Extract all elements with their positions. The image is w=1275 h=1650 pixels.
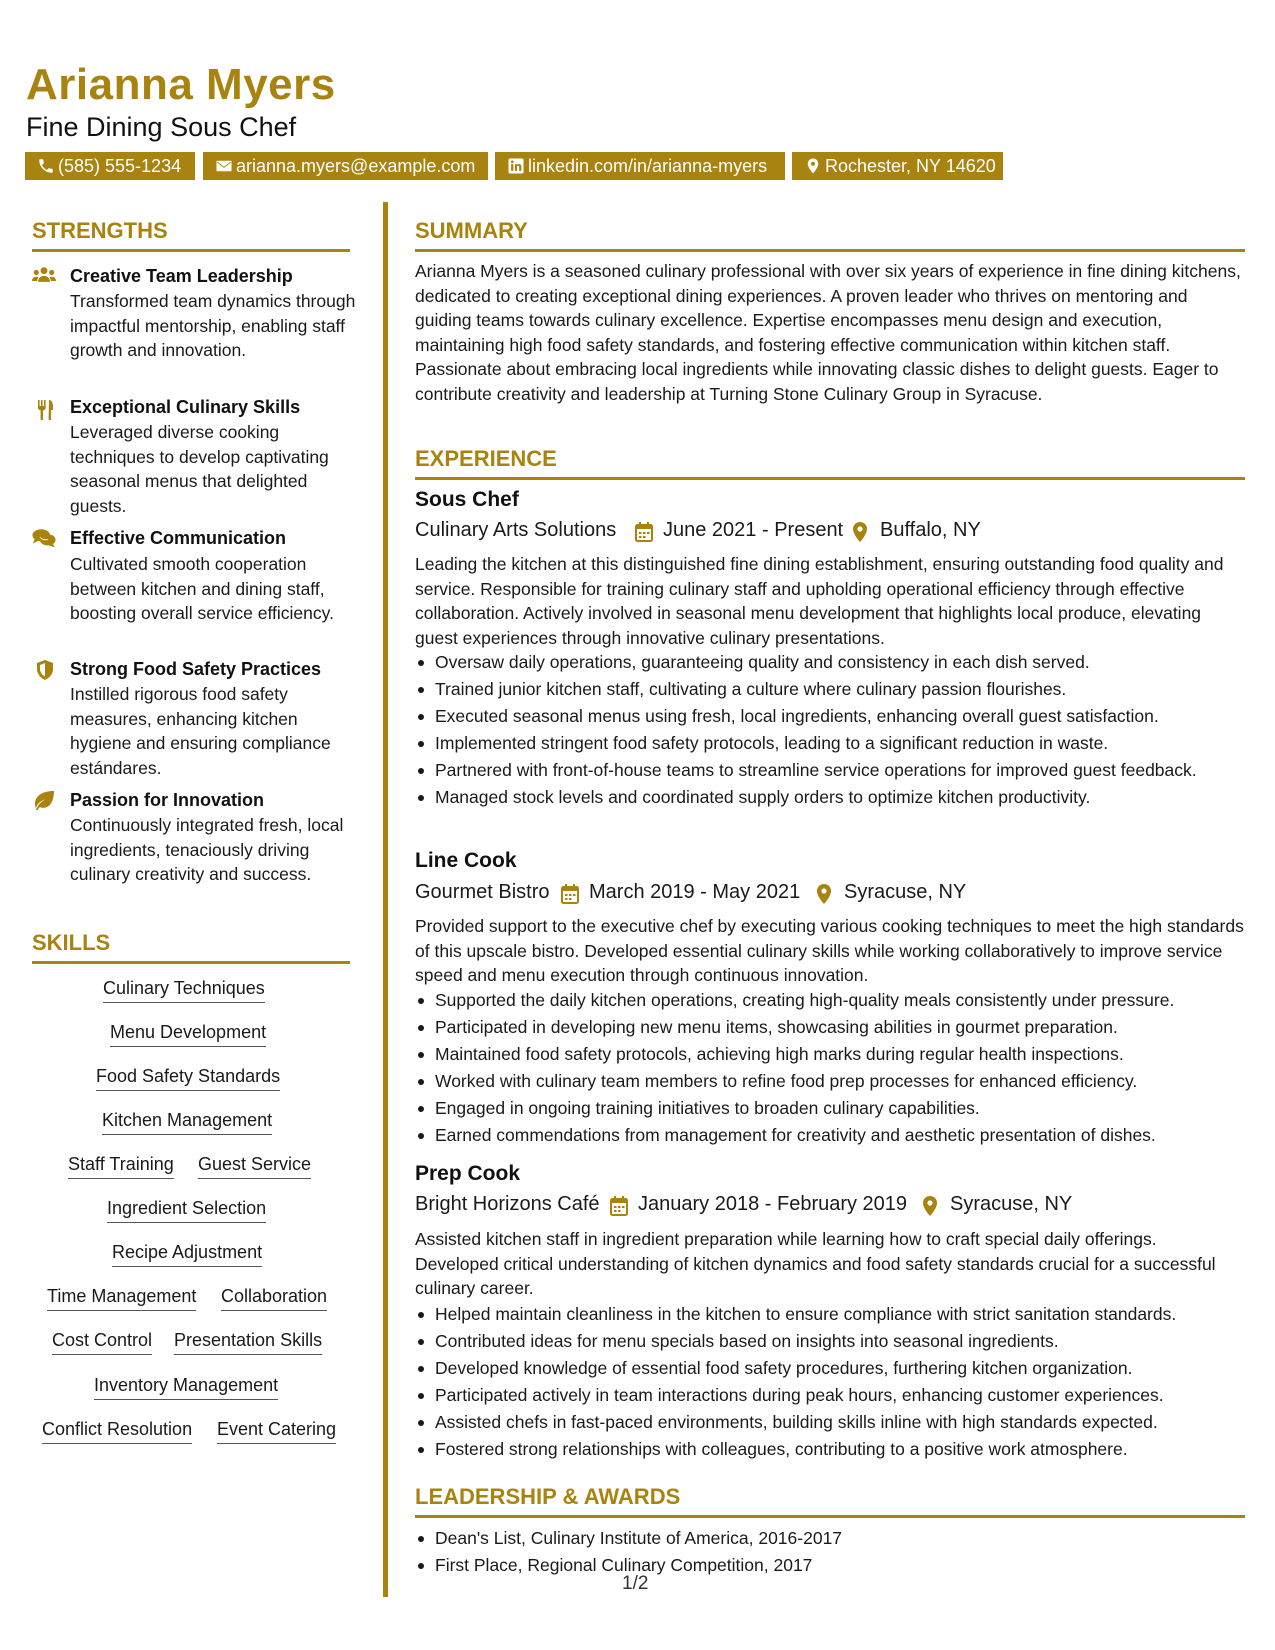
shield-icon (33, 660, 57, 680)
comments-icon (32, 528, 56, 548)
bullet-item: Helped maintain cleanliness in the kitchen to ensure compliance with strict sanitation standards. (415, 1302, 1245, 1327)
users-icon (32, 265, 56, 285)
job-meta (415, 881, 1245, 907)
bullet-item: Partnered with front-of-house teams to streamline service operations for improved guest feedback. (415, 758, 1245, 783)
map-pin-icon (920, 1195, 940, 1217)
skill-tag: Guest Service (198, 1154, 311, 1179)
contact-location-text: Rochester, NY 14620 (825, 156, 996, 176)
contact-email-text: arianna.myers@example.com (236, 156, 476, 176)
candidate-name: Arianna Myers (26, 60, 336, 109)
strength-desc: Instilled rigorous food safety measures, enhancing kitchen hygiene and ensuring compliance estándares. (70, 684, 331, 778)
map-pin-icon (804, 157, 822, 175)
bullet-item: Oversaw daily operations, guaranteeing quality and consistency in each dish served. (415, 650, 1245, 675)
envelope-icon (215, 157, 233, 175)
job-location: Buffalo, NY (880, 519, 981, 541)
job-description: Assisted kitchen staff in ingredient preparation while learning how to craft special daily offerings. Developed critical understanding of kitchen dynamics and food safety standards crucial for a successful culinary career. (415, 1229, 1216, 1298)
skill-tag: Collaboration (221, 1286, 327, 1311)
bullet-item: Developed knowledge of essential food safety procedures, furthering kitchen organization. (415, 1356, 1245, 1381)
skill-tag: Conflict Resolution (42, 1419, 192, 1444)
job-title: Prep Cook (415, 1162, 521, 1185)
strength-title: Exceptional Culinary Skills (70, 397, 301, 417)
job-company: Gourmet Bistro (415, 881, 550, 903)
linkedin-icon (507, 157, 525, 175)
calendar-icon (634, 521, 654, 543)
contact-phone[interactable] (25, 152, 195, 180)
map-pin-icon (814, 883, 834, 905)
bullet-item: Worked with culinary team members to refine food prep processes for enhanced efficiency. (415, 1069, 1245, 1094)
bullet-item: Contributed ideas for menu specials based on insights into seasonal ingredients. (415, 1329, 1245, 1354)
job-description: Leading the kitchen at this distinguished fine dining establishment, ensuring outstanding food quality and service. Responsible for training culinary staff and upholding operational efficiency through effective collaboration. Actively involved in seasonal menu development that highlights local produce, elevating guest experiences through innovative culinary presentations. (415, 554, 1224, 648)
job-company: Culinary Arts Solutions (415, 519, 617, 541)
bullet-item: Participated in developing new menu items, showcasing abilities in gourmet preparation. (415, 1015, 1245, 1040)
bullet-item: Earned commendations from management for creativity and aesthetic presentation of dishes. (415, 1123, 1245, 1148)
experience-rule (415, 477, 1245, 480)
contact-linkedin-text: linkedin.com/in/arianna-myers (528, 156, 768, 176)
job-dates: June 2021 - Present (663, 519, 844, 541)
skill-tag: Presentation Skills (174, 1330, 322, 1355)
bullet-item: First Place, Regional Culinary Competition, 2017 (415, 1553, 1245, 1578)
phone-icon (37, 157, 55, 175)
job-title: Sous Chef (415, 488, 519, 511)
skill-tag: Menu Development (110, 1022, 266, 1047)
summary-heading: SUMMARY (415, 218, 528, 243)
map-pin-icon (850, 521, 870, 543)
skill-tag: Culinary Techniques (103, 978, 265, 1003)
leaf-icon (32, 791, 56, 811)
bullet-item: Executed seasonal menus using fresh, local ingredients, enhancing overall guest satisfaction. (415, 704, 1245, 729)
strengths-rule (32, 249, 350, 252)
bullet-item: Supported the daily kitchen operations, creating high-quality meals consistently under pressure. (415, 988, 1245, 1013)
summary-rule (415, 249, 1245, 252)
job-meta (415, 1193, 1245, 1219)
strength-desc: Leveraged diverse cooking techniques to develop captivating seasonal menus that delighted guests. (70, 422, 329, 516)
skills-rule (32, 961, 350, 964)
skill-tag: Recipe Adjustment (112, 1242, 262, 1267)
bullet-item: Managed stock levels and coordinated supply orders to optimize kitchen productivity. (415, 785, 1245, 810)
strength-title: Strong Food Safety Practices (70, 659, 322, 679)
bullet-item: Dean's List, Culinary Institute of America, 2016-2017 (415, 1526, 1245, 1551)
job-dates: January 2018 - February 2019 (638, 1193, 908, 1215)
contact-linkedin[interactable] (495, 152, 785, 180)
contact-email[interactable] (203, 152, 488, 180)
leadership-rule (415, 1515, 1245, 1518)
contact-location[interactable] (792, 152, 1003, 180)
job-location: Syracuse, NY (844, 881, 967, 903)
summary-text: Arianna Myers is a seasoned culinary professional with over six years of experience in fine dining kitchens, dedicated to creating exceptional dining experiences. A proven leader who thrives on mentoring and guiding teams towards culinary excellence. Expertise encompasses menu design and execution, maintaining high food safety standards, and fostering effective communication within kitchen staff. Passionate about embracing local ingredients while innovating classic dishes to delight guests. Eager to contribute creativity and leadership at Turning Stone Culinary Group in Syracuse. (415, 261, 1241, 404)
bullet-item: Engaged in ongoing training initiatives to broaden culinary capabilities. (415, 1096, 1245, 1121)
skill-tag: Kitchen Management (102, 1110, 272, 1135)
bullet-item: Maintained food safety protocols, achieving high marks during regular health inspections. (415, 1042, 1245, 1067)
bullet-item: Participated actively in team interactions during peak hours, enhancing customer experiences. (415, 1383, 1245, 1408)
candidate-title: Fine Dining Sous Chef (26, 112, 297, 142)
calendar-icon (560, 883, 580, 905)
calendar-icon (609, 1195, 629, 1217)
job-location: Syracuse, NY (950, 1193, 1073, 1215)
job-description: Provided support to the executive chef by executing various cooking techniques to meet the high standards of this upscale bistro. Developed essential culinary skills while working collaboratively to improve service speed and menu execution through continuous innovation. (415, 916, 1244, 985)
bullet-item: Assisted chefs in fast-paced environments, building skills inline with high standards expected. (415, 1410, 1245, 1435)
job-meta (415, 519, 1245, 545)
bullet-item: Implemented stringent food safety protocols, leading to a significant reduction in waste. (415, 731, 1245, 756)
strength-desc: Cultivated smooth cooperation between kitchen and dining staff, boosting overall service efficiency. (70, 554, 334, 623)
job-bullets (415, 988, 1245, 1150)
job-title: Line Cook (415, 849, 517, 872)
skill-tag: Cost Control (52, 1330, 152, 1355)
strength-title: Passion for Innovation (70, 790, 265, 810)
strength-title: Creative Team Leadership (70, 266, 293, 286)
leadership-heading: LEADERSHIP & AWARDS (415, 1484, 681, 1509)
bullet-item: Trained junior kitchen staff, cultivating a culture where culinary passion flourishes. (415, 677, 1245, 702)
utensils-icon (34, 400, 58, 420)
skill-tag: Inventory Management (94, 1375, 278, 1400)
page-number: 1/2 (622, 1573, 649, 1594)
job-bullets (415, 1302, 1245, 1464)
job-company: Bright Horizons Café (415, 1193, 600, 1215)
strengths-heading: STRENGTHS (32, 218, 168, 243)
contact-phone-text: (585) 555-1234 (58, 156, 182, 176)
experience-heading: EXPERIENCE (415, 446, 557, 471)
skill-tag: Staff Training (68, 1154, 174, 1179)
strength-desc: Continuously integrated fresh, local ingredients, tenaciously driving culinary creativity and success. (70, 815, 344, 884)
skill-tag: Ingredient Selection (107, 1198, 266, 1223)
leadership-bullets (415, 1526, 1245, 1580)
job-dates: March 2019 - May 2021 (589, 881, 801, 903)
job-bullets (415, 650, 1245, 812)
skill-tag: Food Safety Standards (96, 1066, 280, 1091)
skill-tag: Event Catering (217, 1419, 336, 1444)
strength-title: Effective Communication (70, 528, 287, 548)
skill-tag: Time Management (47, 1286, 196, 1311)
strength-desc: Transformed team dynamics through impactful mentorship, enabling staff growth and innovation. (70, 291, 356, 360)
skills-heading: SKILLS (32, 930, 111, 955)
bullet-item: Fostered strong relationships with colleagues, contributing to a positive work atmosphere. (415, 1437, 1245, 1462)
column-divider (383, 202, 388, 1597)
